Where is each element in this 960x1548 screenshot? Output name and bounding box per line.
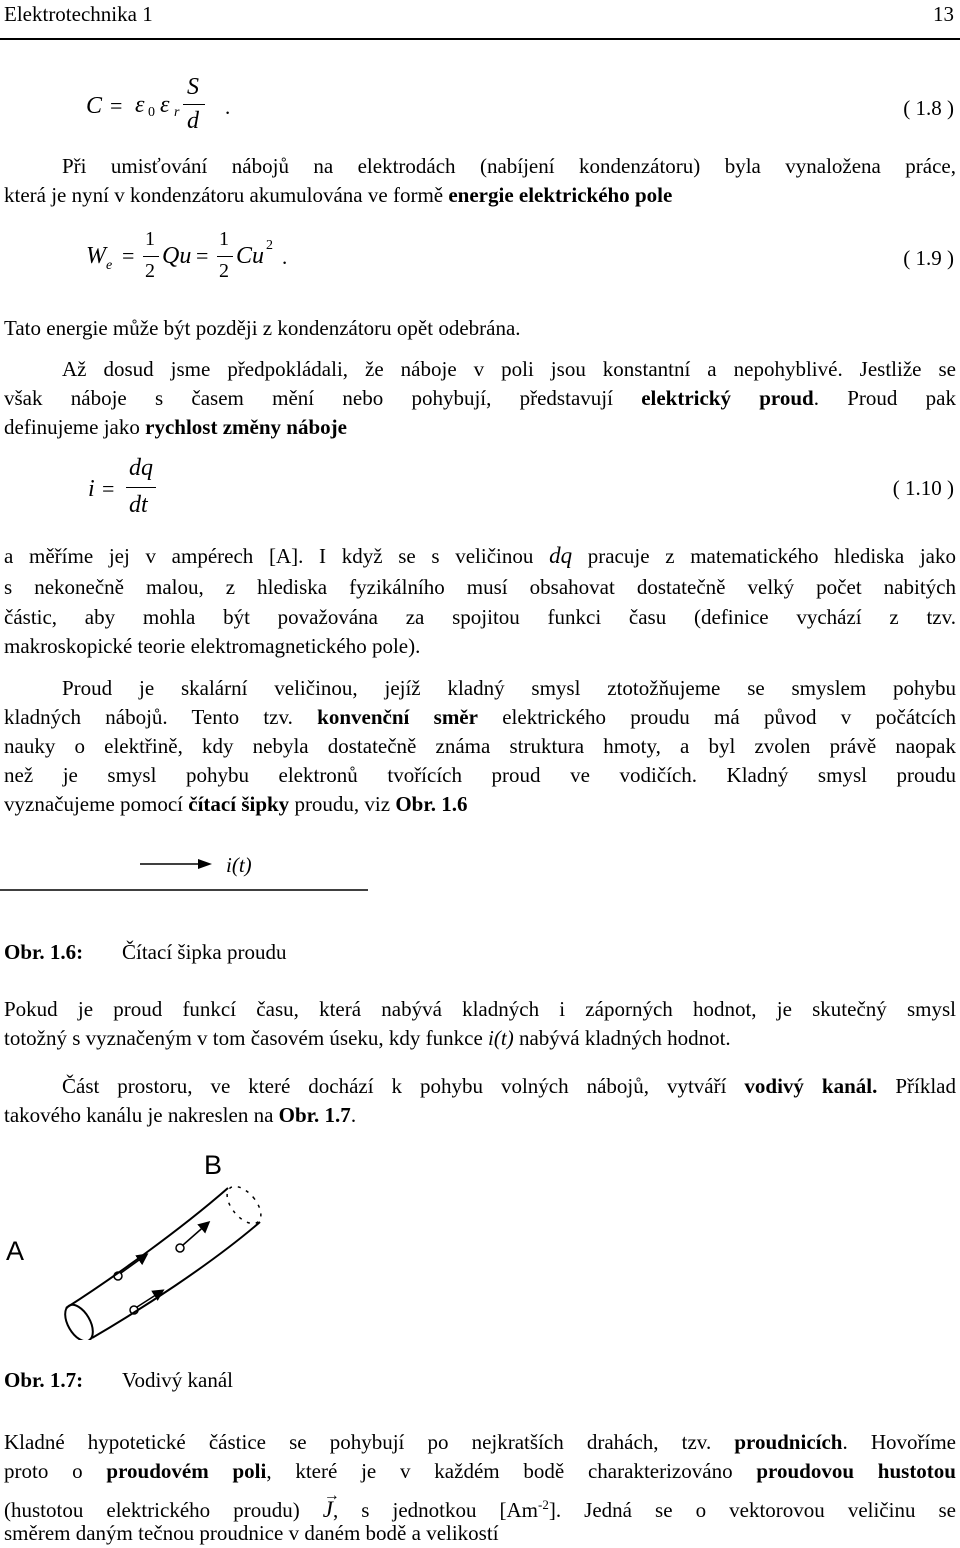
channel-label-a: A <box>6 1236 25 1266</box>
paragraph-time-function-line2: totožný s vyznačeným v tom časovém úseku, kdy funkce i(t) nabývá kladných hodnot. <box>4 1026 731 1050</box>
equation-number-1-10: ( 1.10 ) <box>892 476 954 500</box>
particle-1-arrow <box>121 1255 146 1273</box>
channel-upper-edge <box>66 1188 228 1308</box>
equation-number-1-9: ( 1.9 ) <box>903 246 954 270</box>
paragraph-ampere: a měříme jej v ampérech [A]. I když se s veličinou dq pracuje z matematického hlediska jako <box>4 543 956 568</box>
current-arrow-head <box>198 859 212 869</box>
figure-1-6-caption-text: Čítací šipka proudu <box>122 940 287 964</box>
particle-3 <box>176 1244 184 1252</box>
paragraph-conventional-direction: Proud je skalární veličinou, jejíž kladný smysl ztotožňujeme se smyslem pohybu <box>62 676 956 700</box>
paragraph-conventional-direction-line5: vyznačujeme pomocí čítací šipky proudu, viz Obr. 1.6 <box>4 792 468 816</box>
particle-3-arrow <box>183 1223 208 1245</box>
equation-number-1-8: ( 1.8 ) <box>903 96 954 120</box>
current-arrow-label: i(t) <box>226 853 252 877</box>
paragraph-current-intro-line2: však náboje s časem mění nebo pohybují, představují elektrický proud. Proud pak <box>4 386 956 410</box>
paragraph-capacitor-work: Při umisťování nábojů na elektrodách (nabíjení kondenzátoru) byla vynaložena práce, <box>62 154 956 178</box>
paragraph-capacitor-work-line2: která je nyní v kondenzátoru akumulována ve formě energie elektrického pole <box>4 183 673 207</box>
paragraph-ampere-line2: s nekonečně malou, z hlediska fyzikálního musí obsahovat dostatečně velký počet nabitých <box>4 575 956 599</box>
paragraph-ampere-line3: částic, aby mohla být považována za spojitou funkci času (definice vychází z tzv. <box>4 605 956 629</box>
paragraph-ampere-line4: makroskopické teorie elektromagnetického pole). <box>4 634 421 658</box>
figure-1-6-caption <box>4 940 83 965</box>
paragraph-conventional-direction-line3: nauky o elektřině, kdy nebyla dostatečně známa struktura hmoty, a byl zvolen právě naopak <box>4 734 956 758</box>
paragraph-conducting-channel: Část prostoru, ve které dochází k pohybu volných nábojů, vytváří vodivý kanál. Příklad <box>62 1074 956 1098</box>
figure-1-6-caption-label: Obr. 1.6: <box>4 940 84 964</box>
paragraph-conventional-direction-line2: kladných nábojů. Tento tzv. konvenční směr elektrického proudu má původ v počátcích <box>4 705 956 729</box>
figure-1-7-caption <box>4 1368 83 1393</box>
particle-2-arrow <box>137 1291 162 1307</box>
current-density-vector-symbol: → J <box>322 1487 340 1522</box>
channel-end-a <box>59 1300 98 1340</box>
paragraph-conventional-direction-line4: než je smysl pohybu elektronů tvořících proud ve vodičích. Kladný smysl proudu <box>4 763 956 787</box>
figure-1-7-caption-text: Vodivý kanál <box>122 1368 234 1392</box>
paragraph-time-function: Pokud je proud funkcí času, která nabývá kladných i záporných hodnot, je skutečný smysl <box>4 997 956 1021</box>
paragraph-energy-removal: Tato energie může být později z kondenzátoru opět odebrána. <box>4 316 521 340</box>
paragraph-current-field-line2: proto o proudovém poli, které je v každém bodě charakterizováno proudovou hustotou <box>4 1459 956 1483</box>
paragraph-current-field-line4: směrem daným tečnou proudnice v daném bodě a velikostí <box>4 1521 499 1545</box>
paragraph-current-field-line3: (hustotou elektrického proudu) → J, s jednotkou $[Am^{-2}]$. Jedná se o vektorovou veličinu se <box>4 1487 957 1522</box>
header-title: Elektrotechnika 1 <box>4 2 153 26</box>
figure-conducting-channel <box>0 1160 300 1340</box>
header-rule <box>0 38 960 40</box>
paragraph-current-intro-line3: definujeme jako rychlost změny náboje <box>4 415 347 439</box>
figure-current-arrow <box>0 848 420 898</box>
channel-label-b: B <box>204 1150 223 1180</box>
paragraph-current-field: Kladné hypotetické částice se pohybují po nejkratších drahách, tzv. proudnicích. Hovoříme <box>4 1430 956 1454</box>
figure-1-7-caption-label: Obr. 1.7: <box>4 1368 84 1392</box>
page-number: 13 <box>933 2 954 26</box>
paragraph-current-intro: Až dosud jsme předpokládali, že náboje v poli jsou konstantní a nepohyblivé. Jestliže se <box>62 357 956 381</box>
paragraph-conducting-channel-line2: takového kanálu je nakreslen na Obr. 1.7. <box>4 1103 357 1127</box>
